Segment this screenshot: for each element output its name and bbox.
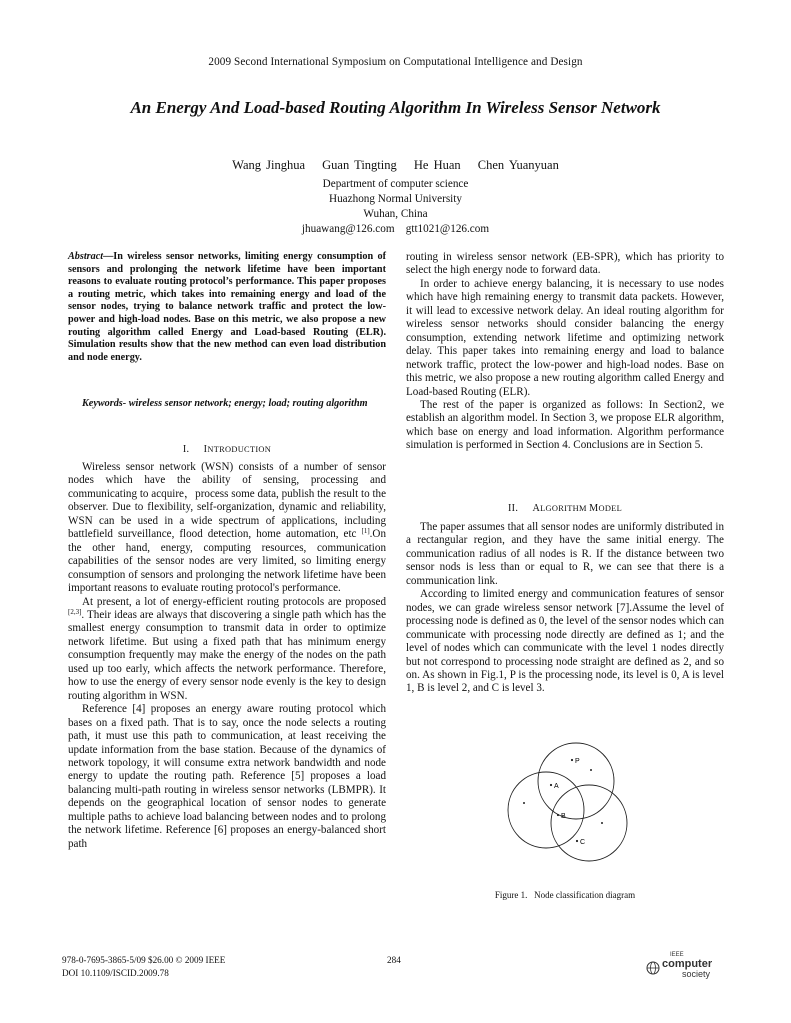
circle-b-range (551, 785, 627, 861)
ieee-computer-society-logo (646, 952, 726, 980)
author-emails: jhuawang@126.com gtt1021@126.com (301, 223, 490, 235)
circle-p-range (538, 743, 614, 819)
node-p-label: P (575, 758, 580, 765)
abstract (68, 251, 386, 364)
node-dot (523, 802, 525, 804)
algorithm-model-body (406, 521, 724, 696)
right-column-body (406, 251, 724, 453)
model-paragraph-1: The paper assumes that all sensor nodes are uniformly distributed in a rectangular region, and they have the same initial energy. The communication radius of all nodes is R. If the distance between two sensor nods is less than or equal to R, we can see that there is a communication link. (406, 521, 724, 587)
circle-a-range (508, 772, 584, 848)
author-4: Chen Yuanyuan (477, 158, 559, 172)
intro-paragraph-5: The rest of the paper is organized as follows: In Section2, we establish an algorithm model. In Section 3, we propose ELR algorithm, which base on energy and load information. Algorithm performance simulation is performed in Section 4. Conclusions are in Section 5. (406, 398, 724, 452)
node-c-dot (576, 840, 578, 842)
node-a-dot (550, 784, 552, 786)
author-list (0, 158, 791, 173)
paper-title: An Energy And Load-based Routing Algorithm In Wireless Sensor Network (130, 98, 661, 117)
abstract-label: Abstract (68, 251, 104, 262)
abstract-text: —In wireless sensor networks, limiting energy consumption of sensors and prolonging the network lifetime have been important reasons to evaluate routing protocol’s performance. This paper proposes a routing metric, which takes into remaining energy and load of the sensor nodes, trying to balance network traffic and protect the low-power and high-load nodes. Base on this metric, we also propose a new routing algorithm called Energy and Load-based Routing (ELR). Simulation results show that the new method can even load distribution and node energy. (68, 251, 386, 363)
node-classification-diagram (496, 735, 646, 865)
section-heading-algorithm-model: II. ALGORITHM MODEL (507, 503, 623, 514)
left-column-body (68, 461, 386, 851)
intro-paragraph-1: Wireless sensor network (WSN) consists of a number of sensor nodes which have the ability of sensing, processing and communicating to acquire，process some data, publish the result to the observer. Due to flexibility, self-organization, dynamic and reliability, WSN can be used in a wide spectrum of applications, including battlefield surveillance, flood detection, home automation, etc [1].On the other hand, energy, computing resources, communication capabilities of the sensor nodes are very limited, so limiting energy consumption of sensors and prolonging the network lifetime have been important reasons to evaluate routing protocol's performance. (68, 461, 386, 595)
node-c-label: C (580, 839, 586, 846)
author-2: Guan Tingting (322, 158, 397, 172)
globe-icon (646, 961, 660, 975)
footer-isbn: 978-0-7695-3865-5/09 $26.00 © 2009 IEEE (62, 955, 226, 965)
intro-paragraph-2: At present, a lot of energy-efficient routing protocols are proposed [2,3]. Their ideas are always that discovering a single path which has the smallest energy consumption to transmit data in order to optimize network lifetime. But using a fixed path that has minimum energy consumption frequently may make the energy of the nodes on the path used up too early, which affects the network performance. Therefore, how to use the energy of every sensor node evenly is the key to design routing algorithm in WSN. (68, 595, 386, 702)
page-number: 284 (387, 955, 401, 965)
intro-paragraph-3: Reference [4] proposes an energy aware routing protocol which bases on a fixed path. That is to say, once the node selects a routing path, it must use this path to communication, at least receiving the update information from the base station. Because of the dynamics of network topology, it will consume extra network bandwidth and node energy to update the routing path. Reference [5] proposes a load balancing multi-path routing in wireless sensor networks (LBMPR). It depends on the geographical location of sensor nodes to generate multiple paths to achieve load balancing between nodes and to prolong the network lifetime. Reference [6] proposes an energy-balanced short path (68, 703, 386, 850)
affiliation-city: Wuhan, China (363, 208, 428, 220)
node-dot (601, 822, 603, 824)
intro-paragraph-4: In order to achieve energy balancing, it is necessary to use nodes which have high remaining energy to transmit data packets. However, it will lead to excessive network delay. An ideal routing algorithm for wireless sensor networks should consider balancing the energy consumption, extending network lifetime and optimizing network delay. This paper takes into remaining energy and load to balance network traffic, protect the low-power and high-load nodes. Base on this metric, we also propose a new routing algorithm called Energy and Load-based Routing (ELR). (406, 277, 724, 398)
author-3: He Huan (413, 158, 461, 172)
node-a-label: A (554, 783, 559, 790)
section-heading-introduction: I. INTRODUCTION (182, 444, 272, 455)
affiliation-department: Department of computer science (322, 178, 469, 190)
figure-caption: Figure 1. Node classification diagram (494, 890, 636, 900)
keywords: Keywords- wireless sensor network; energy; load; routing algorithm (82, 398, 368, 409)
intro-paragraph-3-continued: routing in wireless sensor network (EB-SPR), which has priority to select the high energy node to forward data. (406, 251, 724, 277)
footer-doi: DOI 10.1109/ISCID.2009.78 (62, 968, 169, 978)
logo-society-text: society (682, 969, 711, 979)
node-b-dot (557, 814, 559, 816)
logo-ieee-text: IEEE (670, 952, 684, 958)
logo-computer-text: computer (662, 958, 713, 970)
model-paragraph-2: According to limited energy and communication features of sensor nodes, we can grade wireless sensor network [7].Assume the level of processing node is defined as 0, the level of the sensor nodes which can communicate with processing node directly are defined as 1; and the level of nodes which can communicate with the level 1 nodes directly but not correspond to processing node straight are defined as 2, and so on. As shown in Fig.1, P is the processing node, its level is 0, A is level 1, B is level 2, and C is level 3. (406, 588, 724, 695)
node-dot (590, 769, 592, 771)
affiliation-university: Huazhong Normal University (329, 193, 462, 205)
conference-header: 2009 Second International Symposium on Computational Intelligence and Design (208, 56, 583, 68)
node-p-dot (571, 759, 573, 761)
node-b-label: B (561, 813, 566, 820)
author-1: Wang Jinghua (232, 158, 306, 172)
